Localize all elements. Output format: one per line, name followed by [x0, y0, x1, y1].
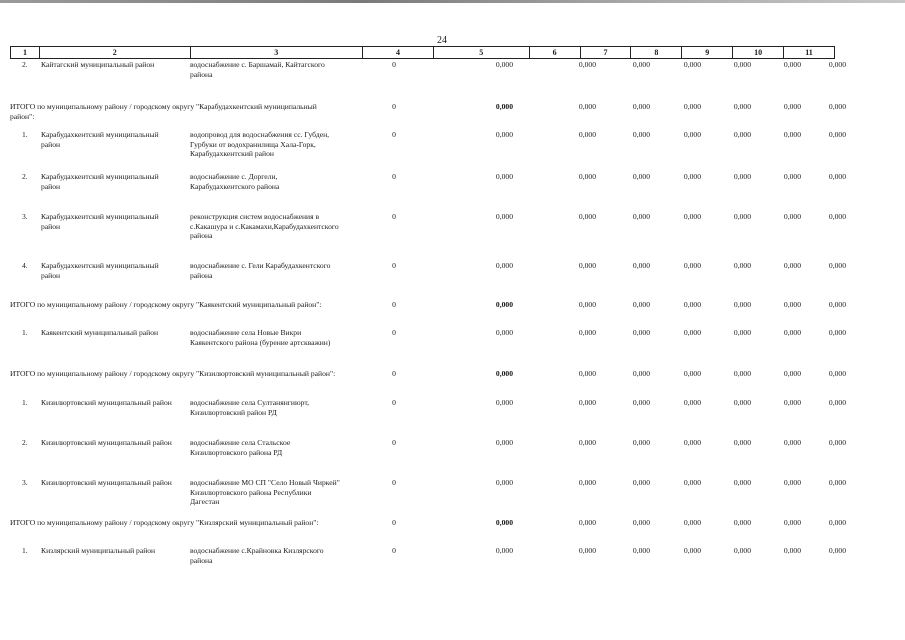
- col-6-value: 0,000: [578, 60, 596, 69]
- col-10-value: 0,000: [783, 369, 801, 378]
- municipality-name: Каякентский муниципальный район: [41, 328, 159, 337]
- col-6-value: 0,000: [578, 130, 596, 139]
- col-5-value: 0,000: [495, 261, 513, 270]
- col-9-value: 0,000: [733, 212, 751, 221]
- row-number: 2.: [22, 172, 28, 181]
- col-8-value: 0,000: [683, 261, 701, 270]
- col-4-value: 0: [392, 328, 396, 337]
- col-10-value: 0,000: [783, 398, 801, 407]
- col-8-value: 0,000: [683, 130, 701, 139]
- header-col-10: 10: [733, 47, 784, 59]
- col-9-value: 0,000: [733, 300, 751, 309]
- total-label: ИТОГО по муниципальному району / городскому округу "Каякентский муниципальный район":: [10, 300, 322, 309]
- col-6-value: 0,000: [578, 102, 596, 111]
- col-4-value: 0: [392, 546, 396, 555]
- row-number: 4.: [22, 261, 28, 270]
- col-4-value: 0: [392, 300, 396, 309]
- col-10-value: 0,000: [783, 546, 801, 555]
- header-col-9: 9: [682, 47, 733, 59]
- col-7-value: 0,000: [632, 369, 650, 378]
- col-11-value: 0,000: [828, 172, 846, 181]
- col-11-value: 0,000: [828, 518, 846, 527]
- object-name: водоснабжение села Султанянгиюрт, Кизилюртовский район РД: [190, 398, 309, 417]
- col-6-value: 0,000: [578, 478, 596, 487]
- header-col-6: 6: [529, 47, 580, 59]
- col-10-value: 0,000: [783, 300, 801, 309]
- col-5-value: 0,000: [495, 328, 513, 337]
- col-7-value: 0,000: [632, 60, 650, 69]
- row-number: 2.: [22, 438, 28, 447]
- col-7-value: 0,000: [632, 172, 650, 181]
- col-10-value: 0,000: [783, 518, 801, 527]
- col-8-value: 0,000: [683, 438, 701, 447]
- header-col-3: 3: [190, 47, 363, 59]
- municipality-name: Кизлярский муниципальный район: [41, 546, 156, 555]
- col-9-value: 0,000: [733, 546, 751, 555]
- col-7-value: 0,000: [632, 438, 650, 447]
- object-name: водоснабжение села Стальское Кизилюртовского района РД: [190, 438, 291, 457]
- col-7-value: 0,000: [632, 478, 650, 487]
- header-col-1: 1: [11, 47, 40, 59]
- col-10-value: 0,000: [783, 478, 801, 487]
- col-10-value: 0,000: [783, 60, 801, 69]
- col-9-value: 0,000: [733, 478, 751, 487]
- col-10-value: 0,000: [783, 102, 801, 111]
- col-7-value: 0,000: [632, 518, 650, 527]
- col-5-value: 0,000: [495, 102, 513, 111]
- object-name: реконструкция систем водоснабжения в с.Какашура и с.Какамахи,Карабудахкентского района: [190, 212, 339, 240]
- col-8-value: 0,000: [683, 328, 701, 337]
- col-8-value: 0,000: [683, 172, 701, 181]
- col-11-value: 0,000: [828, 398, 846, 407]
- col-11-value: 0,000: [828, 328, 846, 337]
- col-6-value: 0,000: [578, 212, 596, 221]
- row-number: 3.: [22, 212, 28, 221]
- object-name: водоснабжение с.Крайновка Кизлярского района: [190, 546, 324, 565]
- col-9-value: 0,000: [733, 328, 751, 337]
- col-11-value: 0,000: [828, 130, 846, 139]
- col-6-value: 0,000: [578, 172, 596, 181]
- col-8-value: 0,000: [683, 546, 701, 555]
- column-header-row: [10, 46, 835, 59]
- col-5-value: 0,000: [495, 369, 513, 378]
- col-7-value: 0,000: [632, 328, 650, 337]
- col-11-value: 0,000: [828, 369, 846, 378]
- col-4-value: 0: [392, 172, 396, 181]
- col-6-value: 0,000: [578, 438, 596, 447]
- col-11-value: 0,000: [828, 212, 846, 221]
- row-number: 3.: [22, 478, 28, 487]
- object-name: водопровод для водоснабжения сс. Губден, Гурбуки от водохранилища Хала-Горк, Карабудахкентский район: [190, 130, 330, 158]
- municipality-name: Кизилюртовский муниципальный район: [41, 438, 172, 447]
- col-9-value: 0,000: [733, 261, 751, 270]
- col-5-value: 0,000: [495, 438, 513, 447]
- object-name: водоснабжение с. Баршамай, Кайтагского района: [190, 60, 325, 79]
- col-7-value: 0,000: [632, 102, 650, 111]
- col-11-value: 0,000: [828, 60, 846, 69]
- col-6-value: 0,000: [578, 518, 596, 527]
- col-9-value: 0,000: [733, 102, 751, 111]
- object-name: водоснабжение с. Гели Карабудахкентского района: [190, 261, 331, 280]
- header-col-7: 7: [580, 47, 631, 59]
- col-6-value: 0,000: [578, 328, 596, 337]
- col-11-value: 0,000: [828, 261, 846, 270]
- municipality-name: Кизилюртовский муниципальный район: [41, 478, 172, 487]
- col-6-value: 0,000: [578, 546, 596, 555]
- col-5-value: 0,000: [495, 172, 513, 181]
- col-6-value: 0,000: [578, 300, 596, 309]
- col-9-value: 0,000: [733, 398, 751, 407]
- municipality-name: Карабудахкентский муниципальный район: [41, 172, 159, 191]
- col-8-value: 0,000: [683, 369, 701, 378]
- col-4-value: 0: [392, 369, 396, 378]
- col-8-value: 0,000: [683, 300, 701, 309]
- scan-edge: [0, 0, 905, 3]
- col-8-value: 0,000: [683, 478, 701, 487]
- col-10-value: 0,000: [783, 261, 801, 270]
- col-10-value: 0,000: [783, 328, 801, 337]
- col-5-value: 0,000: [495, 518, 513, 527]
- col-7-value: 0,000: [632, 130, 650, 139]
- object-name: водоснабжение МО СП "Село Новый Чиркей" Кизилюртовского района Республики Дагестан: [190, 478, 340, 506]
- row-number: 2.: [22, 60, 28, 69]
- col-7-value: 0,000: [632, 212, 650, 221]
- col-9-value: 0,000: [733, 172, 751, 181]
- col-8-value: 0,000: [683, 398, 701, 407]
- col-4-value: 0: [392, 478, 396, 487]
- municipality-name: Карабудахкентский муниципальный район: [41, 212, 159, 231]
- col-6-value: 0,000: [578, 398, 596, 407]
- col-11-value: 0,000: [828, 438, 846, 447]
- col-8-value: 0,000: [683, 212, 701, 221]
- col-6-value: 0,000: [578, 261, 596, 270]
- col-8-value: 0,000: [683, 518, 701, 527]
- col-11-value: 0,000: [828, 102, 846, 111]
- col-4-value: 0: [392, 438, 396, 447]
- col-9-value: 0,000: [733, 518, 751, 527]
- header-col-8: 8: [631, 47, 682, 59]
- col-4-value: 0: [392, 518, 396, 527]
- col-7-value: 0,000: [632, 300, 650, 309]
- total-label: ИТОГО по муниципальному району / городскому округу "Карабудахкентский муниципальный район":: [10, 102, 317, 121]
- col-9-value: 0,000: [733, 130, 751, 139]
- row-number: 1.: [22, 328, 28, 337]
- col-4-value: 0: [392, 60, 396, 69]
- col-9-value: 0,000: [733, 60, 751, 69]
- row-number: 1.: [22, 546, 28, 555]
- municipality-name: Кизилюртовский муниципальный район: [41, 398, 172, 407]
- col-9-value: 0,000: [733, 438, 751, 447]
- col-10-value: 0,000: [783, 212, 801, 221]
- col-8-value: 0,000: [683, 60, 701, 69]
- header-col-11: 11: [784, 47, 835, 59]
- col-10-value: 0,000: [783, 438, 801, 447]
- col-4-value: 0: [392, 212, 396, 221]
- col-9-value: 0,000: [733, 369, 751, 378]
- page-number: 24: [437, 35, 447, 46]
- row-number: 1.: [22, 130, 28, 139]
- row-number: 1.: [22, 398, 28, 407]
- col-5-value: 0,000: [495, 546, 513, 555]
- object-name: водоснабжение с. Доргели, Карабудахкентского района: [190, 172, 280, 191]
- col-5-value: 0,000: [495, 60, 513, 69]
- col-8-value: 0,000: [683, 102, 701, 111]
- col-5-value: 0,000: [495, 478, 513, 487]
- col-4-value: 0: [392, 398, 396, 407]
- header-col-5: 5: [433, 47, 529, 59]
- col-7-value: 0,000: [632, 546, 650, 555]
- total-label: ИТОГО по муниципальному району / городскому округу "Кизилюртовский муниципальный район":: [10, 369, 336, 378]
- col-5-value: 0,000: [495, 130, 513, 139]
- municipality-name: Кайтагский муниципальный район: [41, 60, 155, 69]
- col-7-value: 0,000: [632, 261, 650, 270]
- col-7-value: 0,000: [632, 398, 650, 407]
- municipality-name: Карабудахкентский муниципальный район: [41, 130, 159, 149]
- col-4-value: 0: [392, 102, 396, 111]
- col-10-value: 0,000: [783, 130, 801, 139]
- col-5-value: 0,000: [495, 398, 513, 407]
- col-4-value: 0: [392, 130, 396, 139]
- col-11-value: 0,000: [828, 300, 846, 309]
- col-11-value: 0,000: [828, 478, 846, 487]
- col-10-value: 0,000: [783, 172, 801, 181]
- object-name: водоснабжение села Новые Викри Каякентского района (бурение артскважин): [190, 328, 331, 347]
- col-5-value: 0,000: [495, 300, 513, 309]
- col-5-value: 0,000: [495, 212, 513, 221]
- col-4-value: 0: [392, 261, 396, 270]
- header-col-2: 2: [39, 47, 190, 59]
- col-6-value: 0,000: [578, 369, 596, 378]
- municipality-name: Карабудахкентский муниципальный район: [41, 261, 159, 280]
- total-label: ИТОГО по муниципальному району / городскому округу "Кизлярский муниципальный район":: [10, 518, 319, 527]
- col-11-value: 0,000: [828, 546, 846, 555]
- header-col-4: 4: [363, 47, 434, 59]
